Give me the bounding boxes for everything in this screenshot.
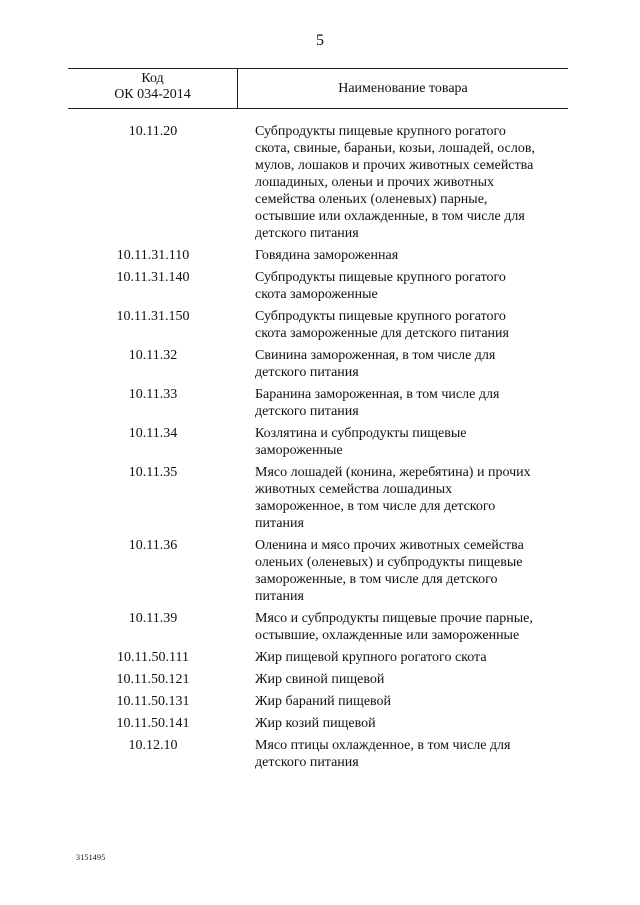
product-code: 10.11.32 — [128, 348, 178, 363]
product-name-line: Субпродукты пищевые крупного рогатого — [255, 309, 506, 324]
product-code: 10.12.10 — [128, 738, 178, 753]
product-name-line: Мясо птицы охлажденное, в том числе для — [255, 738, 511, 753]
product-name-line: детского питания — [255, 404, 359, 419]
product-name-line: Говядина замороженная — [255, 248, 399, 263]
product-name-line: замороженные — [255, 443, 343, 458]
table-row — [68, 737, 568, 771]
product-code: 10.11.36 — [128, 538, 178, 553]
product-name — [238, 693, 568, 710]
code-header-line-2: ОК 034-2014 — [114, 87, 191, 102]
product-name-line: семейства оленьих (оленевых) парные, — [255, 192, 488, 207]
product-code: 10.11.50.111 — [117, 650, 189, 665]
product-name-line: Субпродукты пищевые крупного рогатого — [255, 270, 506, 285]
product-name-line: замороженные, в том числе для детского — [255, 572, 498, 587]
product-name-line: Мясо и субпродукты пищевые прочие парные, — [255, 611, 533, 626]
product-name — [238, 308, 568, 342]
table-row — [68, 715, 568, 732]
product-name — [238, 347, 568, 381]
product-name — [238, 425, 568, 459]
product-name — [238, 649, 568, 666]
product-name-line: Жир пищевой крупного рогатого скота — [255, 650, 487, 665]
name-column-header: Наименование товара — [338, 81, 468, 96]
product-code: 10.11.39 — [128, 611, 178, 626]
product-name-line: животных семейства лошадиных — [255, 482, 453, 497]
product-code: 10.11.31.140 — [116, 270, 190, 285]
table-row — [68, 671, 568, 688]
product-name — [238, 464, 568, 532]
product-name-line: Жир свиной пищевой — [255, 672, 385, 687]
table-row — [68, 649, 568, 666]
table-row — [68, 269, 568, 303]
product-name-line: скота замороженные — [255, 287, 378, 302]
product-name-line: Оленина и мясо прочих животных семейства — [255, 538, 524, 553]
product-name — [238, 269, 568, 303]
product-code: 10.11.31.110 — [116, 248, 190, 263]
product-name-line: остывшие или охлажденные, в том числе для — [255, 209, 525, 224]
product-code: 10.11.50.141 — [116, 716, 190, 731]
product-code: 10.11.20 — [128, 124, 178, 139]
product-name-line: остывшие, охлажденные или замороженные — [255, 628, 520, 643]
code-column-header — [68, 69, 238, 108]
table-row — [68, 693, 568, 710]
product-code: 10.11.34 — [128, 426, 178, 441]
product-name-line: Баранина замороженная, в том числе для — [255, 387, 500, 402]
product-name-line: детского питания — [255, 226, 359, 241]
document-id: 3151495 — [76, 853, 106, 862]
product-name-line: Козлятина и субпродукты пищевые — [255, 426, 467, 441]
product-code: 10.11.35 — [128, 465, 178, 480]
product-name-line: скота замороженные для детского питания — [255, 326, 509, 341]
product-name — [238, 537, 568, 605]
product-name-line: Жир козий пищевой — [255, 716, 376, 731]
product-name — [238, 715, 568, 732]
product-code: 10.11.50.121 — [116, 672, 190, 687]
product-name-line: питания — [255, 589, 304, 604]
product-name-line: оленьих (оленевых) и субпродукты пищевые — [255, 555, 523, 570]
table-row — [68, 537, 568, 605]
product-name-line: Мясо лошадей (конина, жеребятина) и прочих — [255, 465, 531, 480]
product-name-line: Жир бараний пищевой — [255, 694, 392, 709]
product-name-line: детского питания — [255, 365, 359, 380]
page-number: 5 — [316, 32, 324, 49]
product-name-line: Свинина замороженная, в том числе для — [255, 348, 496, 363]
table-row — [68, 386, 568, 420]
product-name-line: замороженное, в том числе для детского — [255, 499, 496, 514]
product-name-line: Субпродукты пищевые крупного рогатого — [255, 124, 506, 139]
table-row — [68, 247, 568, 264]
table-header — [68, 68, 568, 109]
product-code: 10.11.50.131 — [116, 694, 190, 709]
table-row — [68, 610, 568, 644]
product-name — [238, 610, 568, 644]
product-name-line: лошадиных, оленьи и прочих животных — [255, 175, 495, 190]
table-row — [68, 123, 568, 242]
goods-table — [68, 68, 568, 776]
table-row — [68, 464, 568, 532]
product-name-line: мулов, лошаков и прочих животных семейства — [255, 158, 534, 173]
product-name — [238, 671, 568, 688]
table-row — [68, 347, 568, 381]
product-name-line: питания — [255, 516, 304, 531]
product-code: 10.11.31.150 — [116, 309, 190, 324]
product-name — [238, 123, 568, 242]
product-name — [238, 737, 568, 771]
product-name — [238, 247, 568, 264]
code-header-line-1: Код — [141, 71, 164, 86]
product-name-line: детского питания — [255, 755, 359, 770]
product-name — [238, 386, 568, 420]
table-row — [68, 425, 568, 459]
table-body — [68, 109, 568, 771]
product-code: 10.11.33 — [128, 387, 178, 402]
table-row — [68, 308, 568, 342]
product-name-line: скота, свиные, бараньи, козьи, лошадей, ослов, — [255, 141, 535, 156]
